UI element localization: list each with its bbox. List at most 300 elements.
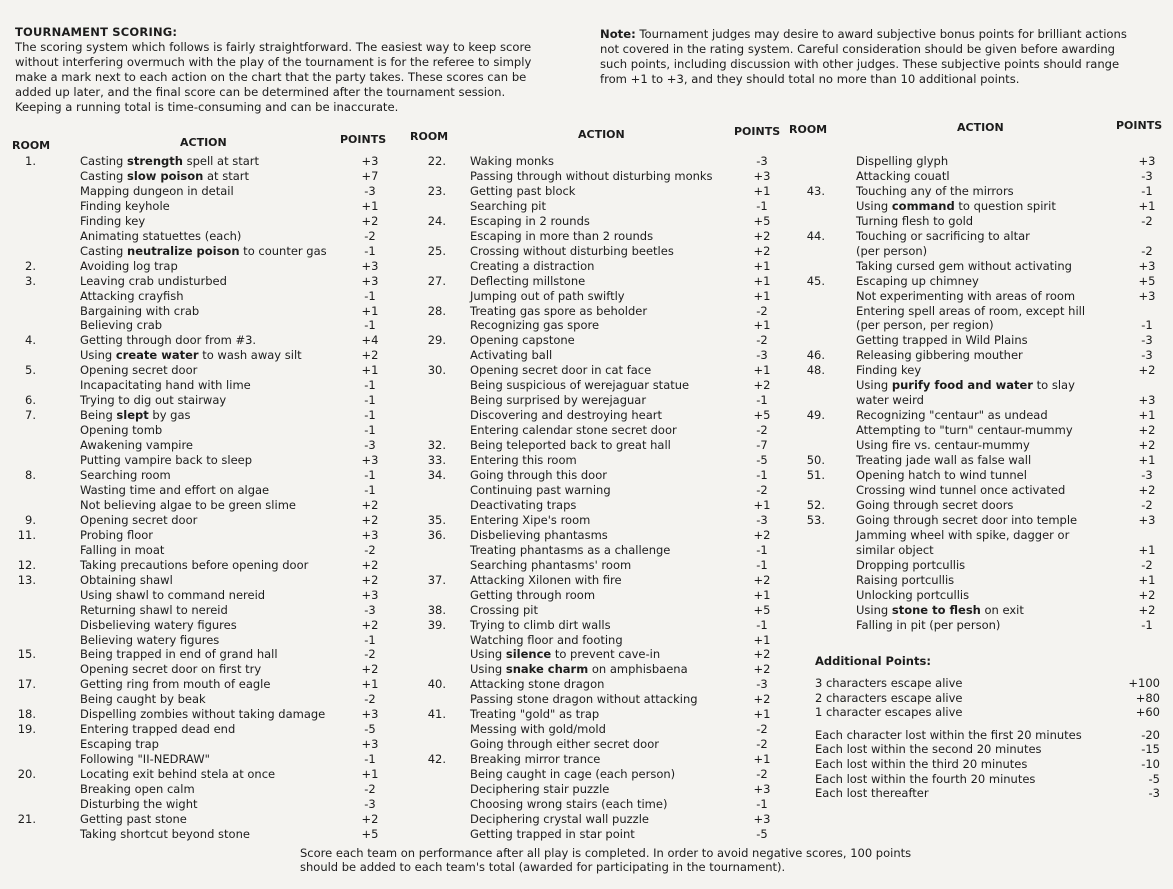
action-text-part: Entering Xipe's room [470,512,591,527]
action-text-part: Mapping dungeon in detail [80,183,234,198]
action-text-part: Treating "gold" as trap [470,707,600,722]
action-text [80,468,171,483]
action-text [470,348,552,363]
action-text [856,423,1073,438]
action-text-part: Attempting to "turn" centaur-mummy [856,423,1073,438]
points-value: +3 [753,782,771,797]
action-text [856,468,1027,483]
action-text-part: Dispelling glyph [856,154,949,168]
action-text-part: Awakening vampire [80,438,194,453]
points-value: -5 [756,826,768,841]
score-row [0,662,400,677]
room-number: 13. [17,572,36,587]
action-text-part: Using [470,647,506,662]
room-number: 39. [427,617,446,632]
points-value: +5 [753,213,771,228]
action-text-part: Deactivating traps [470,497,577,512]
room-number: 20. [17,767,36,782]
action-text [470,184,575,199]
action-text [470,154,554,169]
points-value: -2 [364,692,376,707]
room-number: 42. [427,752,446,767]
score-row [0,633,400,648]
score-row [789,363,1173,378]
score-row [0,812,400,827]
action-text-part: Being teleported back to great hall [470,438,671,453]
action-text-part: Touching any of the mirrors [856,183,1014,198]
points-value: +2 [753,527,771,542]
action-text-part: Going through either secret door [470,737,659,752]
points-value: +1 [1138,542,1156,557]
action-text-part: Activating ball [470,348,553,363]
score-row [0,423,400,438]
action-text-part: at start [203,168,250,183]
points-value: -2 [364,542,376,557]
action-text-part: Being trapped in end of grand hall [80,647,278,662]
action-text-part: to wash away silt [198,348,302,363]
points-value: +1 [753,497,771,512]
score-row [410,363,800,378]
points-value: -2 [756,722,768,737]
room-number: 6. [25,393,36,408]
action-text [80,244,327,259]
action-text-part: spell at start [182,154,260,168]
score-row [789,513,1173,528]
points-value: -2 [756,482,768,497]
points-value: +3 [1138,393,1156,408]
score-row [0,408,400,423]
action-text-part: Opening secret door in cat face [470,363,652,378]
action-text-part: Getting trapped in Wild Plains [856,333,1028,348]
score-row [789,229,1173,244]
room-number: 17. [17,677,36,692]
action-text-part: Casting [80,243,128,258]
points-value: -1 [756,468,768,483]
action-text-part: Avoiding log trap [80,258,178,273]
action-text [80,423,162,438]
points-value: -3 [756,512,768,527]
score-row [410,767,800,782]
action-text-part: Getting through door from #3. [80,333,257,348]
action-text-part: Probing floor [80,527,154,542]
points-value: +3 [753,168,771,183]
action-text [856,274,979,289]
additional-points-label: Each lost within the fourth 20 minutes [815,771,1036,786]
action-text [80,259,178,274]
score-row [410,722,800,737]
score-row [410,423,800,438]
points-value: +3 [361,453,379,468]
action-text-part: Opening secret door on first try [80,662,262,677]
action-text-part: Searching room [80,468,171,483]
points-value: -7 [756,438,768,453]
score-row [410,662,800,677]
additional-points-value: -15 [1141,742,1160,757]
points-value: -1 [756,542,768,557]
action-text-part: Being caught by beak [80,692,206,707]
score-row [789,468,1173,483]
additional-points-label: Each lost thereafter [815,786,929,801]
action-text [80,618,237,633]
action-text [856,588,969,603]
points-value: +2 [361,617,379,632]
points-value: -1 [364,288,376,303]
action-text [80,737,159,752]
action-text [470,244,674,259]
note-paragraph [600,27,1140,87]
score-row [410,588,800,603]
points-value: -1 [1141,617,1153,632]
score-row [410,184,800,199]
action-text [470,378,689,393]
score-row [0,677,400,692]
points-value: +3 [361,154,379,168]
action-text-part: Attacking crayfish [80,288,184,303]
spell-name: silence [505,647,552,662]
action-text-part: Disbelieving phantasms [470,527,608,542]
action-text [470,782,609,797]
action-text-part: Animating statuettes (each) [80,228,242,243]
action-text-part: Leaving crab undisturbed [80,273,227,288]
action-text-part: to slay [1032,378,1075,393]
additional-points-label: 2 characters escape alive [815,690,963,705]
points-value: +1 [753,707,771,722]
points-value: -2 [756,423,768,438]
action-text-part: Obtaining shawl [80,572,173,587]
action-text-part: Attacking Xilonen with fire [470,572,622,587]
action-text-part: Finding key [856,363,922,378]
action-text [470,543,670,558]
action-text [856,318,994,333]
action-text-part: Unlocking portcullis [856,587,970,602]
points-value: +1 [753,363,771,378]
points-value: +2 [1138,602,1156,617]
score-row [410,782,800,797]
action-text [856,438,1030,453]
action-text-part: Crossing wind tunnel once activated [856,482,1066,497]
score-row [789,199,1173,214]
action-text [80,378,251,393]
action-text-part: Choosing wrong stairs (each time) [470,796,668,811]
action-text [470,662,688,677]
action-text [80,782,195,797]
action-text [470,707,599,722]
action-text [856,259,1072,274]
additional-points-value: -10 [1141,756,1160,771]
points-value: -3 [756,677,768,692]
scoring-column-1 [0,128,400,842]
points-value: +1 [1138,408,1156,423]
points-value: -1 [364,243,376,258]
additional-points-escape-group [815,676,1160,720]
points-value: -2 [364,228,376,243]
score-row [410,453,800,468]
score-row [0,558,400,573]
action-text [80,438,193,453]
score-row [410,498,800,513]
points-value: -1 [756,796,768,811]
action-text-part: Jamming wheel with spike, dagger or [856,527,1070,542]
points-value: +3 [361,258,379,273]
action-text [80,199,170,214]
additional-points-row [815,705,1160,720]
score-row [0,244,400,259]
action-text-part: Treating jade wall as false wall [856,453,1032,468]
points-value: -3 [364,796,376,811]
additional-points-row [815,786,1160,801]
points-value: +2 [753,647,771,662]
action-text [80,289,184,304]
score-row [0,333,400,348]
points-value: -3 [1141,333,1153,348]
action-text [470,438,671,453]
additional-points-label: 3 characters escape alive [815,676,963,690]
score-row [410,244,800,259]
action-text-part: Entering trapped dead end [80,722,236,737]
points-value: +7 [361,168,379,183]
score-row [410,633,800,648]
action-text-part: Being [80,408,117,423]
score-row [0,438,400,453]
points-value: +2 [361,662,379,677]
action-text [470,289,625,304]
header-action: ACTION [578,128,625,141]
spell-name: strength [127,154,183,168]
action-text [80,229,241,244]
action-text [470,722,606,737]
score-row [410,438,800,453]
score-row [410,229,800,244]
additional-points-label: Each lost within the second 20 minutes [815,742,1042,757]
points-value: +2 [361,348,379,363]
action-text-part: Returning shawl to nereid [80,602,228,617]
action-text [470,363,651,378]
room-number: 52. [806,497,825,512]
action-text [470,199,546,214]
action-text [470,812,649,827]
action-text [80,333,256,348]
score-row [789,259,1173,274]
score-row [410,618,800,633]
points-value: -3 [364,602,376,617]
score-row [789,378,1173,393]
column-header [789,119,1173,154]
action-text [80,797,198,812]
points-value: -1 [364,318,376,333]
action-text-part: water weird [856,393,924,408]
additional-points-title: Additional Points: [815,654,931,668]
action-text [470,618,611,633]
additional-points-label: Each lost within the third 20 minutes [815,756,1028,771]
score-row [410,573,800,588]
points-value: +3 [753,811,771,826]
spell-name: create water [115,348,199,363]
room-number: 50. [806,453,825,468]
action-text-part: Getting ring from mouth of eagle [80,677,271,692]
points-value: +2 [753,243,771,258]
action-text-part: Wasting time and effort on algae [80,482,270,497]
points-value: +1 [753,587,771,602]
action-text-part: Dropping portcullis [856,557,966,572]
score-row [0,752,400,767]
action-text [470,393,646,408]
score-row [0,737,400,752]
score-row [0,453,400,468]
action-text [856,363,921,378]
points-value: +1 [753,273,771,288]
room-number: 51. [806,468,825,483]
points-value: -3 [756,348,768,363]
action-text [470,423,677,438]
action-text-part: Opening capstone [470,333,575,348]
action-text-part: Attacking stone dragon [470,677,605,692]
action-text [470,528,608,543]
points-value: -2 [364,782,376,797]
action-text-part: Using [470,662,506,677]
action-text [80,767,275,782]
action-text [470,752,600,767]
points-value: +1 [753,258,771,273]
points-value: +5 [361,826,379,841]
points-value: +2 [1138,363,1156,378]
room-number: 41. [427,707,446,722]
action-text-part: Using [856,378,892,393]
score-row [789,348,1173,363]
score-row [0,543,400,558]
room-number: 34. [427,468,446,483]
action-text-part: Bargaining with crab [80,303,200,318]
score-row [0,513,400,528]
score-row [0,348,400,363]
room-number: 44. [806,228,825,243]
action-text [80,498,296,513]
score-row [0,363,400,378]
page-title: TOURNAMENT SCORING: [15,25,178,39]
action-text [856,304,1085,319]
action-text-part: Not believing algae to be green slime [80,497,296,512]
additional-points-value: -5 [1148,771,1160,786]
action-text [856,573,954,588]
score-row [0,827,400,842]
action-text [470,737,659,752]
action-text [470,318,599,333]
action-text-part: Going through secret door into temple [856,512,1078,527]
room-number: 21. [17,811,36,826]
room-number: 27. [427,273,446,288]
points-value: +3 [1138,154,1156,168]
points-value: -2 [1141,213,1153,228]
scoring-rows [0,154,400,842]
action-text-part: Opening tomb [80,423,163,438]
score-row [0,468,400,483]
points-value: +2 [361,572,379,587]
score-row [789,154,1173,169]
score-row [410,304,800,319]
room-number: 35. [427,512,446,527]
action-text-part: on exit [980,602,1024,617]
action-text [856,244,927,259]
points-value: -2 [1141,497,1153,512]
score-row [410,408,800,423]
score-row [0,603,400,618]
room-number: 12. [17,557,36,572]
action-text-part: Casting [80,154,128,168]
action-text [80,408,191,423]
score-row [410,528,800,543]
points-value: +3 [1138,288,1156,303]
score-row [0,722,400,737]
column-header [0,128,400,154]
action-text-part: Messing with gold/mold [470,722,606,737]
action-text [80,827,250,842]
additional-points-row [815,676,1160,691]
action-text-part: Searching pit [470,198,546,213]
points-value: -3 [364,183,376,198]
action-text-part: Trying to climb dirt walls [470,617,611,632]
room-number: 19. [17,722,36,737]
action-text [470,767,675,782]
action-text [80,184,234,199]
action-text [470,259,594,274]
points-value: +1 [361,767,379,782]
action-text-part: to prevent cave-in [551,647,661,662]
action-text-part: Being surprised by werejaguar [470,393,647,408]
action-text [80,588,265,603]
action-text-part: Not experimenting with areas of room [856,288,1076,303]
action-text [80,393,226,408]
room-number: 33. [427,453,446,468]
score-row [0,318,400,333]
score-row [0,184,400,199]
action-text-part: Crossing pit [470,602,538,617]
action-text-part: Taking cursed gem without activating [856,258,1072,273]
action-text-part: Treating gas spore as beholder [470,303,648,318]
action-text [470,483,611,498]
action-text-part: Getting past block [470,183,576,198]
score-row [0,618,400,633]
room-number: 23. [427,183,446,198]
score-row [789,498,1173,513]
action-text-part: Trying to dig out stairway [80,393,227,408]
action-text-part: Using shawl to command nereid [80,587,266,602]
points-value: +1 [361,363,379,378]
score-row [789,558,1173,573]
points-value: -1 [1141,183,1153,198]
action-text [470,274,585,289]
score-row [789,184,1173,199]
action-text-part: Escaping in more than 2 rounds [470,228,654,243]
action-text-part: Entering calendar stone secret door [470,423,677,438]
points-value: +2 [361,557,379,572]
action-text [470,692,698,707]
points-value: +1 [361,198,379,213]
action-text-part: Finding key [80,213,146,228]
action-text [856,333,1028,348]
spell-name: snake charm [505,662,589,677]
action-text-part: Dispelling zombies without taking damage [80,707,326,722]
score-row [789,333,1173,348]
action-text-part: Treating phantasms as a challenge [470,542,671,557]
action-text [470,633,623,648]
action-text [856,378,1075,393]
points-value: -1 [756,617,768,632]
score-row [410,827,800,842]
additional-points-value: +60 [1135,705,1160,720]
score-row [410,289,800,304]
points-value: +5 [753,602,771,617]
action-text-part: Incapacitating hand with lime [80,378,251,393]
room-number: 46. [806,348,825,363]
